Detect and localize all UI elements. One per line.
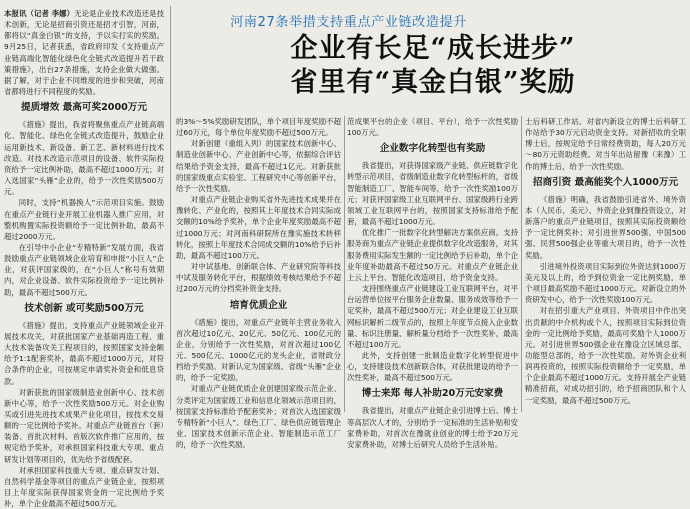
section-heading-digital: 企业数字化转型也有奖励 xyxy=(379,143,486,155)
article-column-4 xyxy=(525,116,686,412)
body-paragraph: 优化推广一批数字化转型解决方案供应商。支持服务商为重点产业链企业提供数字化改造服务，对其服务费用实际发生额的一定比例给予后补助，单个企业年度补助最高不超过50万元。对重点产业链企业上云上平台、智能化改造项目，给予资金支持。 xyxy=(347,228,518,282)
body-paragraph: 支持围绕重点产业链建设工业互联网平台，对平台运营单位按平台服务企业数量、服务成效等给予一定奖补，最高不超过500万元；对企业建设工业互联网标识解析二级节点的，按照上年度节点接入企业数量、标识注册量、解析量分档给予一次性奖补，最高不超过100万元。 xyxy=(347,284,518,349)
body-paragraph: 我省提出，对重点产业链企业引进博士后、博士等高层次人才的，分别给予一定标准的生活补贴和安家费补助，对首次在豫就业创业的博士给予20万元安家费补助，对博士后研究人员给予生活补贴。 xyxy=(347,406,518,449)
body-paragraph: 对中试基地、创新联合体、产业研究院等科技中试及服务转化平台，根据绩效考核结果给予不超过200万元的分档奖补资金支持。 xyxy=(176,262,341,294)
article-column-1 xyxy=(4,8,164,509)
body-paragraph: 对承担国家科技重大专项、重点研发计划、自然科学基金等项目的重点产业链企业，按照项目上年度实际获得国家资金的一定比例给予奖补，单个企业最高不超过500万元。 xyxy=(4,465,164,509)
body-paragraph: 对在招引重大产业项目、外资项目中作出突出贡献的中介机构或个人，按照项目实际到位资金的一定比例给予奖励，最高可奖励个人1000万元。对引进世界500强企业在豫设立区域总部、功能型总部的，给予一次性奖励。对外资企业利润再投资的，按照实际投资额给予一定奖励，单个企业最高不超过1000万元。支持开展全产业链精准招商，对成功招引的，给予招商团队和个人一定奖励，最高不超过500万元。 xyxy=(525,306,686,405)
kicker-headline: 河南27条举措支持重点产业链改造提升 xyxy=(230,15,467,30)
body-paragraph: 《措施》提出，我省将聚焦重点产业链高端化、智能化、绿色化全链式改造提升，鼓励企业运用新技术、新设备、新工艺、新材料进行技术改造。对技术改造示范项目的设备、软件实际投资给予一定比例补助，最高不超过1000万元；对入选国家“头雁”企业的，给予一次性奖励500万元。 xyxy=(4,120,164,197)
section-heading-innovation: 技术创新 或可奖励500万元 xyxy=(24,302,144,314)
byline: 本报讯（记者 李娜） xyxy=(4,9,75,18)
body-paragraph: 对重点产业链企业购买省外先进技术成果并在豫转化、产业化的，按照其上年度技术合同实际成交额的10%给予奖补，单个企业年度奖励最高不超过1000万元；对河南科研院所在豫实施技术转移转化，按照上年度技术合同成交额的10%给予后补助，最高不超过100万元。 xyxy=(176,195,341,260)
section-heading-doctors: 博士来郑 每人补助20万元安家费 xyxy=(361,388,504,400)
body-paragraph: 《措施》提出，对重点产业链年主营业务收入首次超过10亿元、20亿元、50亿元、100亿元的企业，分别给予一次性奖励，对首次超过100亿元、500亿元、1000亿元的龙头企业，省财政分档给予奖励。对新认定为国家级、省级“头雁”企业的，给予一定奖励。 xyxy=(176,317,341,383)
body-paragraph: 引进境外投资项目实际到位外资达到1000万美元及以上的，给予到位资金一定比例奖励，单个项目最高奖励不超过1000万元。对新设立的外资研发中心，给予一次性奖励100万元。 xyxy=(525,261,686,305)
body-paragraph: 在引导中小企业“专精特新”发展方面，我省鼓励重点产业链领域企业培育和申报“小巨人”企业，对获评国家级的，在“小巨人”称号有效期内，对企业设备、软件实际投资给予一定比例补助，最高不超过500万元。 xyxy=(4,242,164,297)
body-paragraph: 对新获批的国家级制造业创新中心、技术创新中心等，给予一次性奖励500万元。对企业购买或引进先进技术成果产业化项目，按技术交易额的一定比例给予奖补。对重点产业链首台（套）装备、首批次材料、首版次软件推广应用的，按规定给予奖补，对承担国家科技重大专项、重点研发计划等项目的，优先给予省级配套。 xyxy=(4,387,164,464)
body-paragraph: 士后科研工作站。对省内新设立的博士后科研工作站给予30万元启动资金支持。对新招收的全职博士后，按规定给予日常经费资助，每人20万元～80万元资助经费。对当年出站留豫（来豫）工作的博士后，给予一次性奖励。 xyxy=(525,117,686,171)
section-heading-enterprises: 培育优质企业 xyxy=(229,299,288,311)
lead-text: 无论是企业技术改造还是技术创新，无论是招商引资还是招才引智，河南，都将以“真金白银”的支持，予以实打实的奖励。9月25日，记者获悉，省政府印发《支持重点产业链高端化智能化绿色化全链式改造提升若干政策措施》，出台27条措施，支持企业做大做强。据了解，对于企业不同维度的进步和突破，河南省都将进行不同程度的奖励。 xyxy=(4,9,164,97)
column-divider xyxy=(170,6,171,410)
main-headline-line-2: 省里有“真金白银”奖励 xyxy=(290,67,576,98)
body-paragraph: 我省提出，对获得国家级产业链、供应链数字化转型示范项目，省级制造业数字化转型标杆的，省级智能制造工厂、智能车间等，给予一次性奖励100万元；对获评国家级工业互联网平台、国家级跨行业跨领域工业互联网平台的，按照国家支持标准给予配套，最高不超过1000万元。 xyxy=(347,161,518,227)
main-headline-line-1: 企业有长足“成长进步” xyxy=(290,33,576,64)
body-paragraph: 对重点产业链优质企业创建国家级示范企业、分类评定为国家级工业和信息化领域示范项目的，按国家支持标准给予配套奖补；对首次入选国家级专精特新“小巨人”、绿色工厂、绿色供应链管理企业、国家技术创新示范企业、智能制造示范工厂的，给予一次性奖励。 xyxy=(176,384,341,450)
body-paragraph: 同时，支持“机器换人”示范项目实施。鼓励在重点产业链行业开展工业机器人推广应用，对整机购置实际投资额给予一定比例补助，最高不超过2000万元。 xyxy=(4,198,164,241)
section-heading-quality: 提质增效 最高可奖2000万元 xyxy=(21,102,147,114)
body-paragraph: 此外，支持创建一批制造业数字化转型促进中心，支持建设技术创新联合体，对获批建设的给予一次性奖补，最高不超过500万元。 xyxy=(347,350,518,383)
body-paragraph: 的3%～5%奖励研发团队，单个项目年度奖励不超过60万元，每个单位年度奖励不超过500万元。 xyxy=(176,117,341,138)
column-divider xyxy=(344,116,345,412)
lead-paragraph xyxy=(4,8,164,97)
column-divider xyxy=(521,116,522,412)
body-paragraph: 《措施》明确，我省鼓励引进省外、境外资本（人民币，美元）、外资企业到豫投资设立，对新落户的重点产业链项目，按照其实际投资额给予一定比例奖补；对引进世界500强、中国500强、民营500强企业等重大项目的，给予一次性奖励。 xyxy=(525,194,686,260)
body-paragraph: 范成果平台的企业（项目、平台），给予一次性奖励100万元。 xyxy=(347,117,518,138)
article-column-3 xyxy=(347,116,518,449)
body-paragraph: 对新创建（重组入列）的国家技术创新中心、制造业创新中心、产业创新中心等，依据综合评估结果给予资金支持，最高不超过1亿元。对新获批的国家级重点实验室、工程研究中心等创新平台，给予一次性奖励。 xyxy=(176,139,341,193)
article-column-2 xyxy=(176,116,341,450)
section-heading-investment: 招商引资 最高能奖个人1000万元 xyxy=(532,176,679,188)
body-paragraph: 《措施》提出，支持重点产业链领域企业开展技术攻关，对获批国家产业基础再造工程、重大技术装备攻关工程项目的，按照国家支持金额给予1:1配套奖补，最高不超过1000万元，对符合条件的企业，可按规定申请奖补资金和低息贷款。 xyxy=(4,320,164,386)
